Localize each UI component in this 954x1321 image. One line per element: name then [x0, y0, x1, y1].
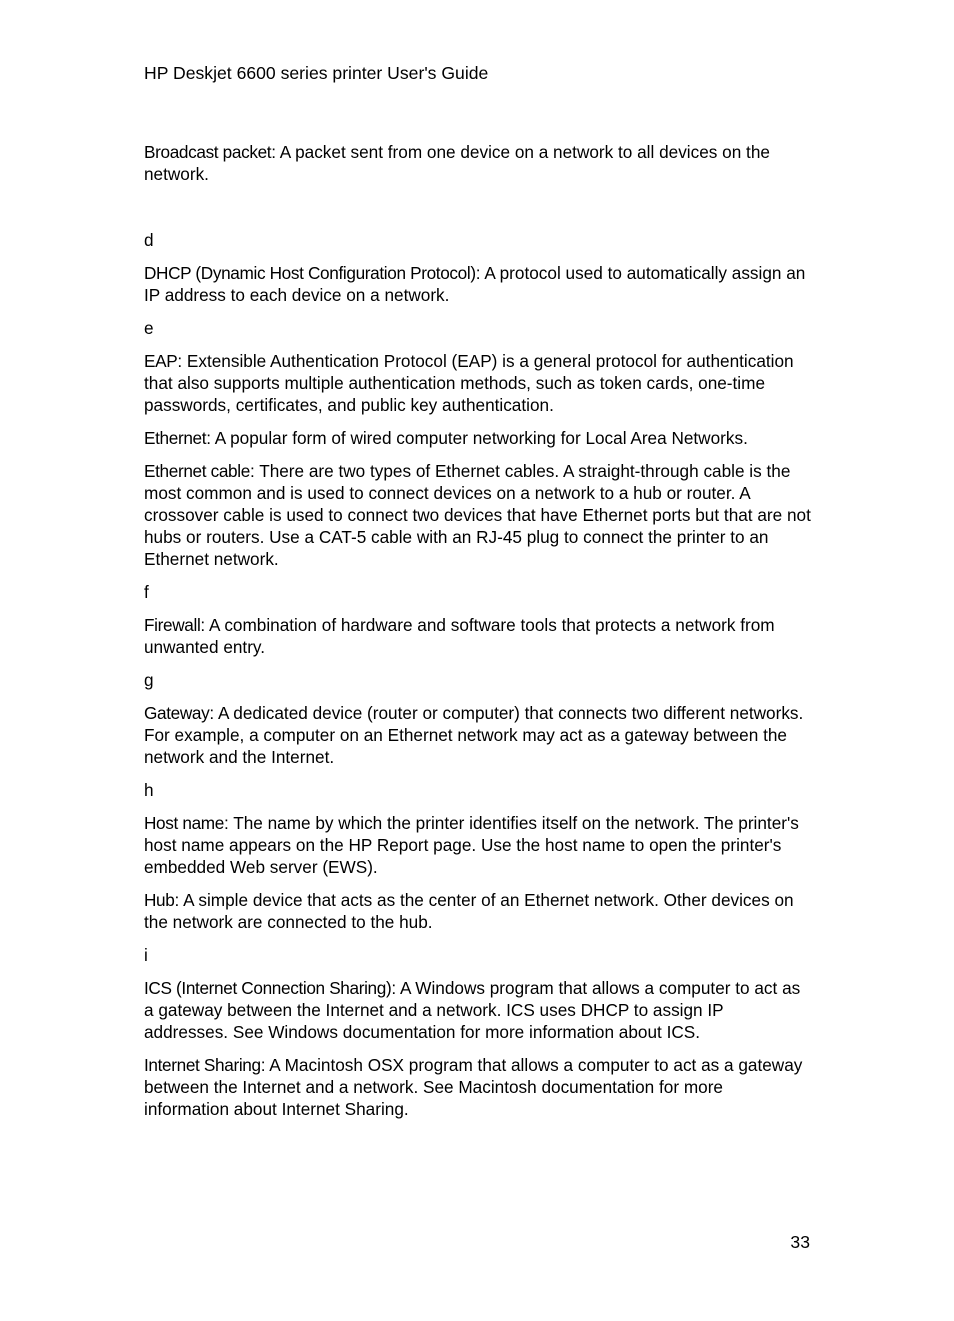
glossary-entry — [144, 889, 812, 933]
glossary-term: Internet Sharing — [144, 1055, 261, 1075]
section-letter: f — [144, 582, 149, 602]
glossary-definition: : A simple device that acts as the center of an Ethernet network. Other devices on the network are connected to the hub. — [144, 890, 794, 932]
running-header: HP Deskjet 6600 series printer User's Guide — [144, 63, 489, 83]
glossary-definition: : A Macintosh OSX program that allows a computer to act as a gateway between the Internet and a network. See Macintosh documentation for more information about Internet Sharing. — [144, 1055, 803, 1119]
glossary-term: ICS (Internet Connection Sharing) — [144, 978, 392, 998]
glossary-entry — [144, 460, 812, 570]
glossary-term: Firewall — [144, 615, 201, 635]
glossary-definition: : There are two types of Ethernet cables. A straight-through cable is the most common and is used to connect devices on a network to a hub or router. A crossover cable is used to connect two devices that have Ethernet ports but that are not hubs or routers. Use a CAT-5 cable with an RJ-45 plug to connect the printer to an Ethernet network. — [144, 461, 811, 569]
glossary-definition: : A packet sent from one device on a network to all devices on the network. — [144, 142, 770, 184]
glossary-body — [144, 141, 812, 1131]
glossary-definition: : A protocol used to automatically assign an IP address to each device on a network. — [144, 263, 806, 305]
glossary-definition: : A popular form of wired computer networking for Local Area Networks. — [206, 428, 748, 448]
glossary-definition: : Extensible Authentication Protocol (EAP) is a general protocol for authentication that also supports multiple authentication methods, such as token cards, one-time passwords, certificates, and public key authentication. — [144, 351, 794, 415]
section-letter: i — [144, 945, 148, 965]
section-letter: h — [144, 780, 154, 800]
glossary-term: Ethernet — [144, 428, 207, 448]
glossary-term: Hub — [144, 890, 175, 910]
glossary-term: Broadcast packet — [144, 142, 272, 162]
page-number: 33 — [790, 1232, 810, 1252]
glossary-term: DHCP (Dynamic Host Configuration Protocol) — [144, 263, 476, 283]
glossary-definition: : A Windows program that allows a computer to act as a gateway between the Internet and a network. ICS uses DHCP to assign IP addresses. See Windows documentation for more information about ICS. — [144, 978, 801, 1042]
glossary-term: Ethernet cable — [144, 461, 250, 481]
glossary-definition: : A combination of hardware and software tools that protects a network from unwanted entry. — [144, 615, 775, 657]
glossary-term: Gateway — [144, 703, 210, 723]
glossary-entry — [144, 977, 812, 1043]
glossary-entry — [144, 812, 812, 878]
glossary-term: Host name — [144, 813, 224, 833]
glossary-entry — [144, 1054, 812, 1120]
glossary-entry — [144, 702, 812, 768]
section-letter: e — [144, 318, 154, 338]
glossary-entry — [144, 350, 812, 416]
section-letter: g — [144, 670, 154, 690]
glossary-entry — [144, 427, 812, 449]
glossary-entry — [144, 141, 812, 185]
glossary-term: EAP — [144, 351, 178, 371]
glossary-entry — [144, 262, 812, 306]
glossary-definition: : The name by which the printer identifies itself on the network. The printer's host name appears on the HP Report page. Use the host name to open the printer's embedded Web server (EWS). — [144, 813, 799, 877]
glossary-entry — [144, 614, 812, 658]
section-letter: d — [144, 230, 154, 250]
glossary-definition: : A dedicated device (router or computer) that connects two different networks. For example, a computer on an Ethernet network may act as a gateway between the network and the Internet. — [144, 703, 804, 767]
